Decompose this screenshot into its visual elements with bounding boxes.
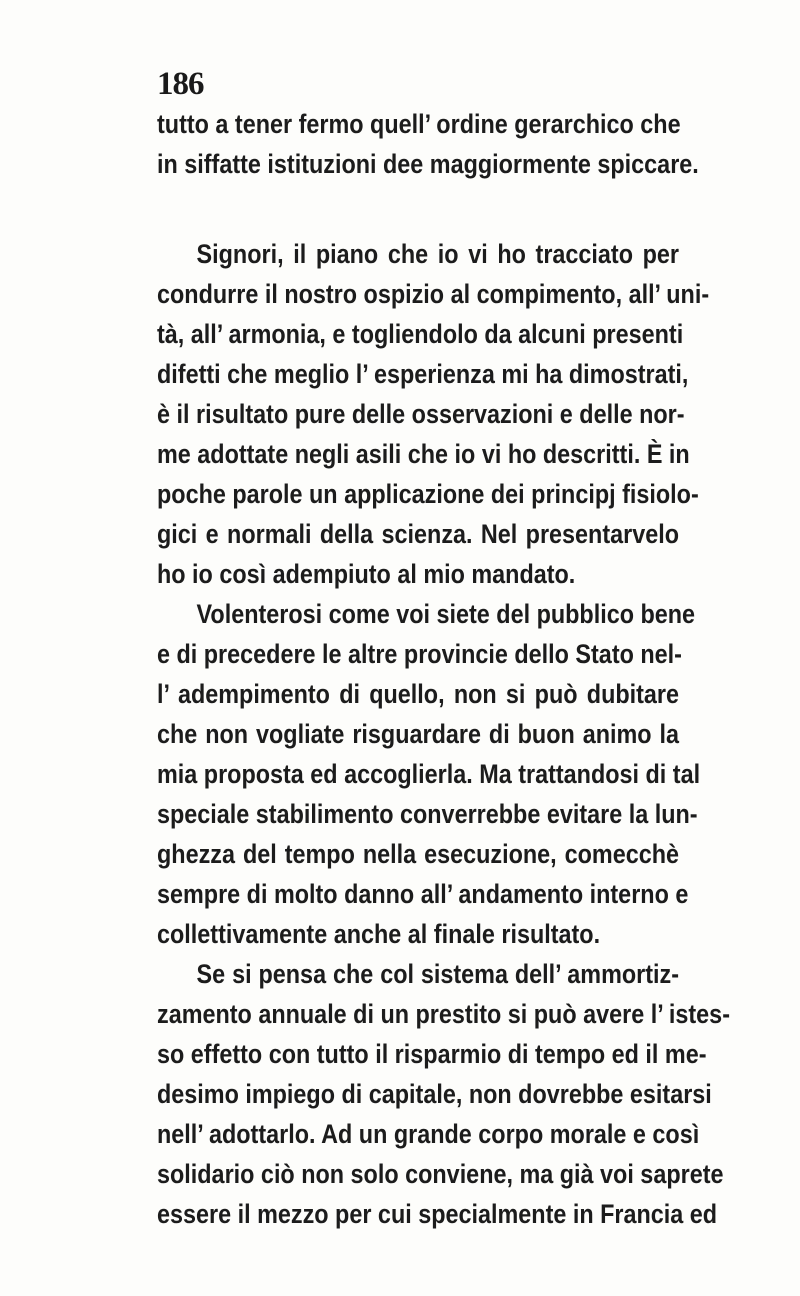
text-line: difetti che meglio l’ esperienza mi ha dimostrati, <box>157 358 689 389</box>
text-line: speciale stabilimento converrebbe evitare la lun- <box>157 798 698 829</box>
text-line: collettivamente anche al finale risultato. <box>157 918 601 949</box>
text-line: poche parole un applicazione dei principj fisiolo- <box>157 478 699 509</box>
text-line: desimo impiego di capitale, non dovrebbe esitarsi <box>157 1078 712 1109</box>
text-line: ho io così adempiuto al mio mandato. <box>157 558 576 589</box>
text-line: me adottate negli asili che io vi ho descritti. È in <box>157 438 690 469</box>
text-line: Se si pensa che col sistema dell’ ammortiz- <box>196 958 680 989</box>
text-line: e di precedere le altre provincie dello Stato nel- <box>157 638 682 669</box>
text-line: in siffatte istituzioni dee maggiormente spiccare. <box>157 148 699 179</box>
text-line: zamento annuale di un prestito si può avere l’ istes- <box>157 998 730 1029</box>
text-line: so effetto con tutto il risparmio di tempo ed il me- <box>157 1038 707 1069</box>
body-text <box>157 104 730 1234</box>
text-line: mia proposta ed accoglierla. Ma trattandosi di tal <box>157 758 701 789</box>
text-line: gici e normali della scienza. Nel presentarvelo <box>157 518 680 549</box>
paragraph-continuation <box>157 104 699 184</box>
text-line: Volenterosi come voi siete del pubblico bene <box>196 598 696 629</box>
text-line: che non vogliate risguardare di buon animo la <box>157 718 680 749</box>
text-line: è il risultato pure delle osservazioni e delle nor- <box>157 398 685 429</box>
text-line: l’ adempimento di quello, non si può dubitare <box>157 678 680 709</box>
text-line: ghezza del tempo nella esecuzione, comecchè <box>157 838 680 869</box>
paragraph-se-si-pensa <box>157 954 730 1234</box>
paragraph-volenterosi <box>157 594 701 954</box>
paragraph-signori <box>157 234 710 594</box>
text-line: sempre di molto danno all’ andamento interno e <box>157 878 689 909</box>
text-line: tutto a tener fermo quell’ ordine gerarchico che <box>157 108 681 139</box>
text-line: nell’ adottarlo. Ad un grande corpo morale e così <box>157 1118 700 1149</box>
text-line: Signori, il piano che io vi ho tracciato per <box>196 238 680 269</box>
text-line: solidario ciò non solo conviene, ma già voi saprete <box>157 1158 724 1189</box>
text-line: condurre il nostro ospizio al compimento, all’ uni- <box>157 278 710 309</box>
text-line: tà, all’ armonia, e togliendolo da alcuni presenti <box>157 318 684 349</box>
page-number: 186 <box>157 66 204 102</box>
text-line: essere il mezzo per cui specialmente in Francia ed <box>157 1198 718 1229</box>
